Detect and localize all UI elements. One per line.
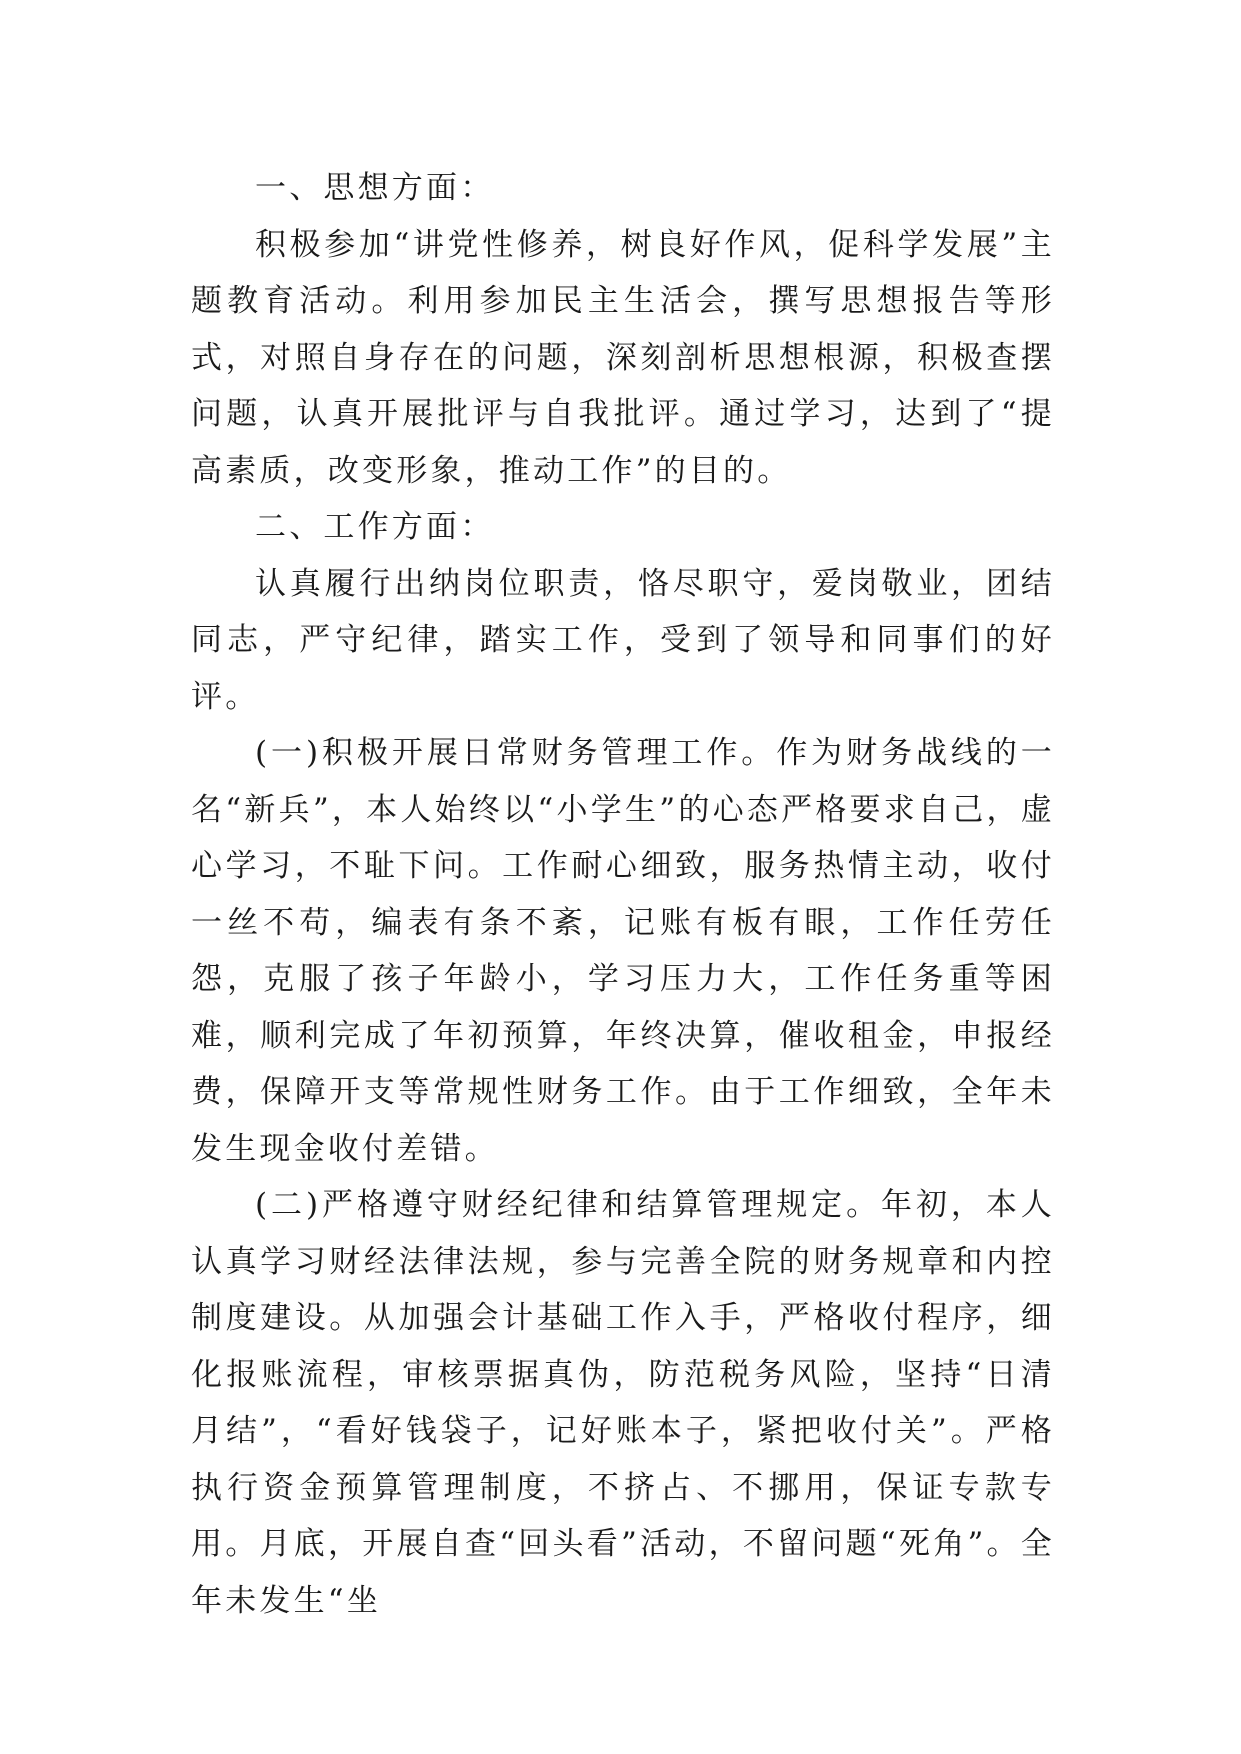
paragraph-finance-discipline: (二)严格遵守财经纪律和结算管理规定。年初，本人认真学习财经法律法规，参与完善全院的财务规章和内控制度建设。从加强会计基础工作入手，严格收付程序，细化报账流程，审核票据真伪，防范税务风险，坚持“日清月结”，“看好钱袋子，记好账本子，紧把收付关”。严格执行资金预算管理制度，不挤占、不挪用，保证专款专用。月底，开展自查“回头看”活动，不留问题“死角”。全年未发生“坐 (191, 1187, 1055, 1619)
section-heading-thought: 一、思想方面： (255, 170, 495, 206)
section-heading-work: 二、工作方面： (255, 509, 495, 545)
paragraph-thought: 积极参加“讲党性修养，树良好作风，促科学发展”主题教育活动。利用参加民主生活会，撰写思想报告等形式，对照自身存在的问题，深刻剖析思想根源，积极查摆问题，认真开展批评与自我批评。通过学习，达到了“提高素质，改变形象，推动工作”的目的。 (191, 226, 1055, 489)
paragraph-daily-finance: (一)积极开展日常财务管理工作。作为财务战线的一名“新兵”，本人始终以“小学生”的心态严格要求自己，虚心学习，不耻下问。工作耐心细致，服务热情主动，收付一丝不苟，编表有条不紊，记账有板有眼，工作任劳任怨，克服了孩子年龄小，学习压力大，工作任务重等困难，顺利完成了年初预算，年终决算，催收租金，申报经费，保障开支等常规性财务工作。由于工作细致，全年未发生现金收付差错。 (191, 735, 1055, 1167)
paragraph-work-intro: 认真履行出纳岗位职责，恪尽职守，爱岗敬业，团结同志，严守纪律，踏实工作，受到了领导和同事们的好评。 (191, 565, 1055, 715)
document-body (191, 160, 1055, 1629)
